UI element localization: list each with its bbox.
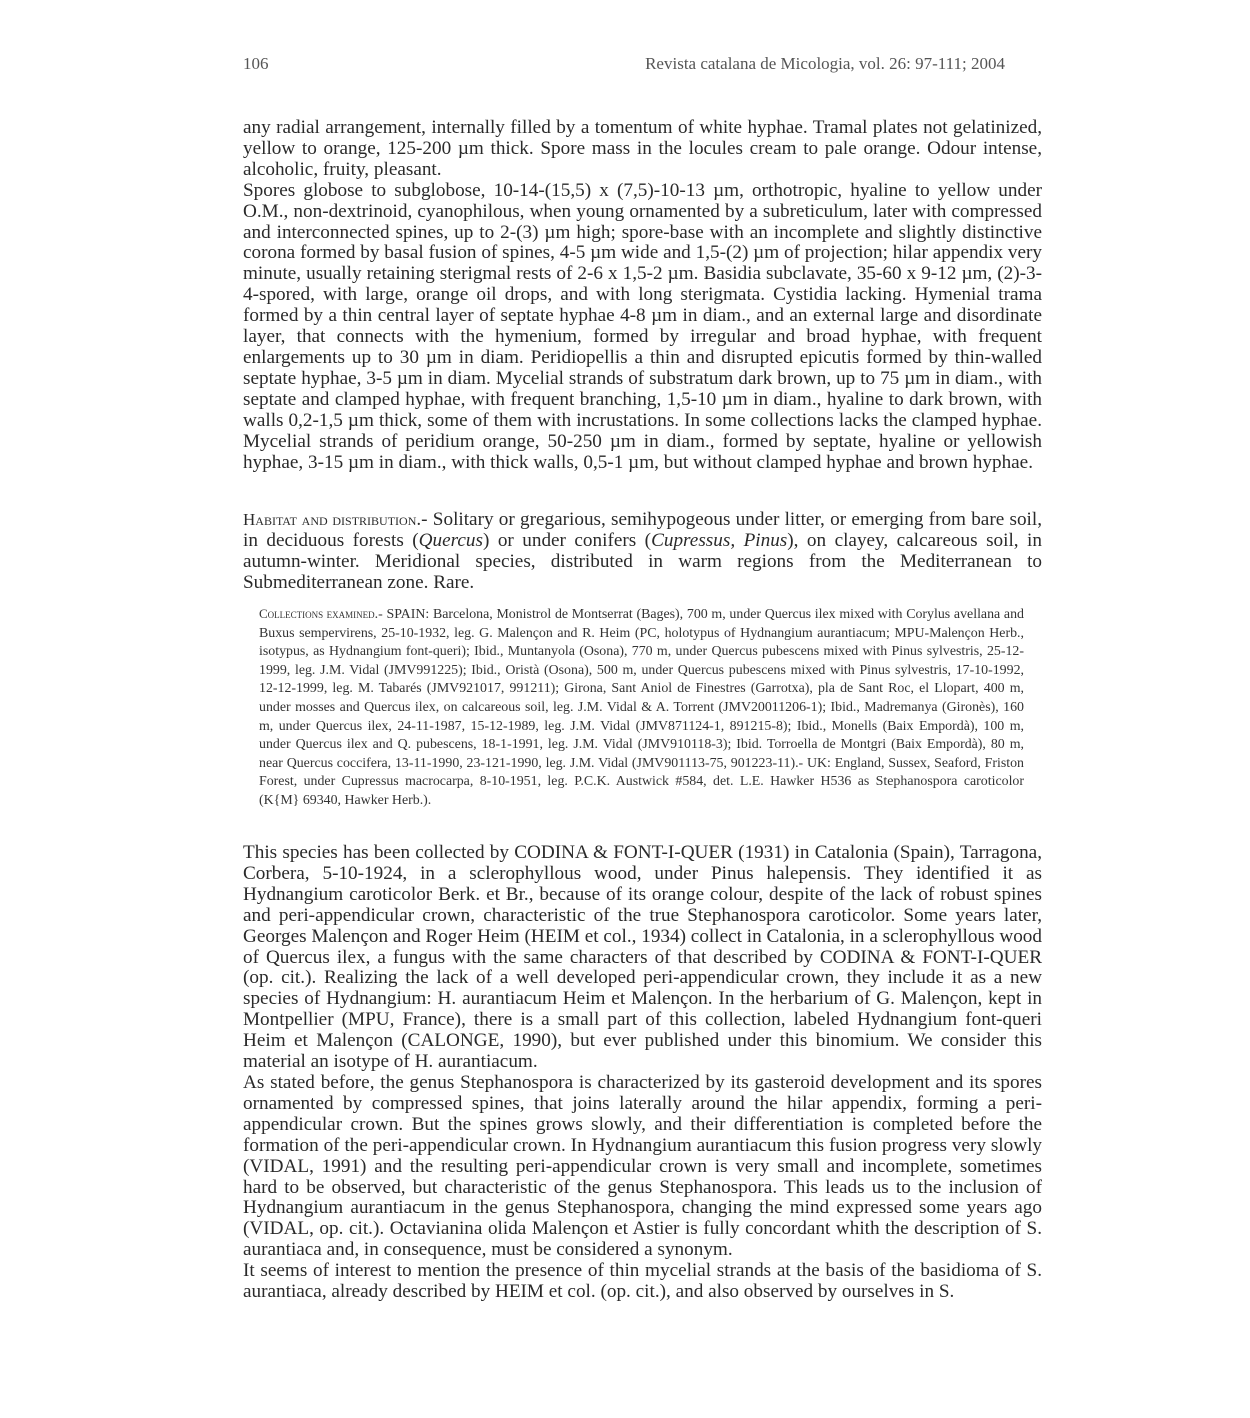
habitat-section [243, 510, 1042, 594]
paragraph-habitat [243, 510, 1042, 594]
collections-text: .- SPAIN: Barcelona, Monistrol de Montserrat (Bages), 700 m, under Quercus ilex mixed with Corylus avellana and Buxus sempervirens, 25-10-1932, leg. G. Malençon and R. Heim (PC, holotypus of Hydnangium aurantiacum; MPU-Malençon Herb., isotypus, as Hydnangium font-queri); Ibid., Muntanyola (Osona), 770 m, under Quercus pubescens mixed with Pinus sylvestris, 25-12-1999, leg. J.M. Vidal (JMV991225); Ibid., Oristà (Osona), 500 m, under Quercus pubescens mixed with Pinus sylvestris, 17-10-1992, 12-12-1999, leg. M. Tabarés (JMV921017, 991211); Girona, Sant Aniol de Finestres (Garrotxa), pla de Sant Roc, el Llopart, 400 m, under mosses and Quercus ilex, on calcareous soil, leg. J.M. Vidal & A. Torrent (JMV20011206-1); Ibid., Madremanya (Gironès), 160 m, under Quercus ilex, 24-11-1987, 15-12-1989, leg. J.M. Vidal (JMV871124-1, 891215-8); Ibid., Monells (Baix Empordà), 100 m, under Quercus ilex and Q. pubescens, 18-1-1991, leg. J.M. Vidal (JMV910118-3); Ibid. Torroella de Montgri (Baix Empordà), 80 m, near Quercus coccifera, 13-11-1990, 23-121-1990, leg. J.M. Vidal (JMV901113-75, 901223-11).- UK: England, Sussex, Seaford, Friston Forest, under Cupressus macrocarpa, 8-10-1951, leg. P.C.K. Austwick #584, det. L.E. Hawker H536 as Stephanospora caroticolor (K{M} 69340, Hawker Herb.). [259, 607, 1024, 808]
journal-citation: Revista catalana de Micologia, vol. 26: 97-111; 2004 [645, 54, 1005, 73]
paragraph-spores: Spores globose to subglobose, 10-14-(15,5) x (7,5)-10-13 µm, orthotropic, hyaline to yellow under O.M., non-dextrinoid, cyanophilous, when young ornamented by a subreticulum, later with compressed and interconnected spines, up to 2-(3) µm high; spore-base with an incomplete and slightly distinctive corona formed by basal fusion of spines, 4-5 µm wide and 1,5-(2) µm of projection; hilar appendix very minute, usually retaining sterigmal rests of 2-6 x 1,5-2 µm. Basidia subclavate, 35-60 x 9-12 µm, (2)-3-4-spored, with large, orange oil drops, and with long sterigmata. Cystidia lacking. Hymenial trama formed by a thin central layer of septate hyphae 4-8 µm in diam., and an external large and disordinate layer, that connects with the hymenium, formed by irregular and broad hyphae, with frequent enlargements up to 30 µm in diam. Peridiopellis a thin and disrupted epicutis formed by thin-walled septate hyphae, 3-5 µm in diam. Mycelial strands of substratum dark brown, up to 75 µm in diam., with septate and clamped hyphae, with frequent branching, 1,5-10 µm in diam., hyaline to dark brown, with walls 0,2-1,5 µm thick, some of them with incrustations. In some collections lacks the clamped hyphae. Mycelial strands of peridium orange, 50-250 µm in diam., formed by septate, hyaline or yellowish hyphae, 3-15 µm in diam., with thick walls, 0,5-1 µm, but without clamped hyphae and brown hyphae. [243, 179, 1042, 473]
habitat-conifers: Cupressus, Pinus [651, 529, 788, 551]
paragraph-genus: As stated before, the genus Stephanospora is characterized by its gasteroid development and its spores ornamented by compressed spines, that joins laterally around the hilar appendix, forming a peri-appendicular crown. But the spines grows slowly, and their differentiation is completed before the formation of the peri-appendicular crown. In Hydnangium aurantiacum this fusion progress very slowly (VIDAL, 1991) and the resulting peri-appendicular crown is very small and incomplete, sometimes hard to be observed, but characteristic of the genus Stephanospora. This leads us to the inclusion of Hydnangium aurantiacum in the genus Stephanospora, changing the mind expressed some years ago (VIDAL, op. cit.). Octavianina olida Malençon et Astier is fully concordant whith the description of S. aurantiaca and, in consequence, must be considered a synonym. [243, 1071, 1042, 1261]
habitat-text-c: ), on clayey, calcareous soil, in autumn-winter. Meridional species, distributed in warm regions from the Mediterranean to Submediterranean zone. Rare. [243, 529, 1042, 593]
collections-examined [259, 605, 1024, 811]
page-number: 106 [243, 54, 269, 73]
paragraph-collections [259, 605, 1024, 811]
description-continued [243, 118, 1042, 473]
habitat-text-a: .- Solitary or gregarious, semihypogeous under litter, or emerging from bare soil, in deciduous forests ( [243, 509, 1042, 551]
habitat-text-b: ) or under conifers ( [482, 529, 652, 551]
paragraph-peridium: any radial arrangement, internally filled by a tomentum of white hyphae. Tramal plates not gelatinized, yellow to orange, 125-200 µm thick. Spore mass in the locules cream to pale orange. Odour intense, alcoholic, fruity, pleasant. [243, 117, 1042, 180]
habitat-quercus: Quercus [418, 529, 483, 551]
collections-heading: Collections examined [259, 606, 375, 621]
paragraph-history: This species has been collected by CODINA & FONT-I-QUER (1931) in Catalonia (Spain), Tarragona, Corbera, 5-10-1924, in a sclerophyllous wood, under Pinus halepensis. They identified it as Hydnangium caroticolor Berk. et Br., because of its orange colour, despite of the lack of robust spines and peri-appendicular crown, characteristic of the true Stephanospora caroticolor. Some years later, Georges Malençon and Roger Heim (HEIM et col., 1934) collect in Catalonia, in a sclerophyllous wood of Quercus ilex, a fungus with the same characters of that described by CODINA & FONT-I-QUER (op. cit.). Realizing the lack of a well developed peri-appendicular crown, they include it as a new species of Hydnangium: H. aurantiacum Heim et Malençon. In the herbarium of G. Malençon, kept in Montpellier (MPU, France), there is a small part of this collection, labeled Hydnangium font-queri Heim et Malençon (CALONGE, 1990), but ever published under this binomium. We consider this material an isotype of H. aurantiacum. [243, 842, 1042, 1073]
paragraph-mycelial-strands: It seems of interest to mention the presence of thin mycelial strands at the basis of the basidioma of S. aurantiaca, already described by HEIM et col. (op. cit.), and also observed by ourselves in S. [243, 1260, 1042, 1303]
discussion [243, 843, 1042, 1303]
habitat-heading: Habitat and distribution [243, 510, 417, 529]
